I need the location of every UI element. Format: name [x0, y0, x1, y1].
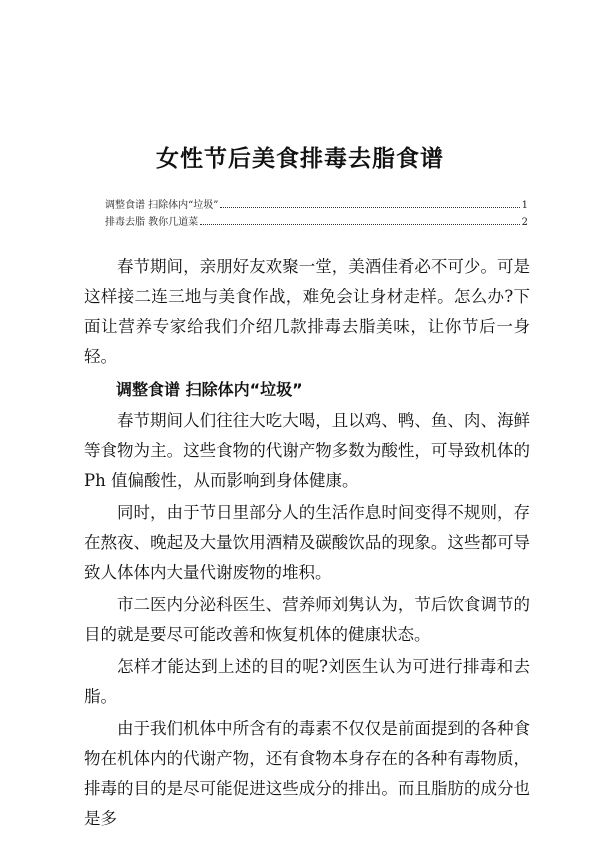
- toc-leader-dots: [200, 216, 519, 225]
- body-paragraph: 市二医内分泌科医生、营养师刘隽认为，节后饮食调节的目的就是要尽可能改善和恢复机体的健康状态。: [84, 595, 530, 644]
- toc-entry-label: 排毒去脂 教你几道菜: [105, 217, 199, 228]
- toc-entry-page: 2: [521, 217, 528, 228]
- body-paragraph: 怎样才能达到上述的目的呢?刘医生认为可进行排毒和去脂。: [84, 657, 530, 706]
- body-paragraph: 同时，由于节日里部分人的生活作息时间变得不规则，存在熬夜、晚起及大量饮用酒精及碳酸饮品的现象。这些都可导致人体体内大量代谢废物的堆积。: [84, 503, 530, 582]
- body-paragraph: 由于我们机体中所含有的毒素不仅仅是前面提到的各种食物在机体内的代谢产物，还有食物本身存在的各种有毒物质，排毒的目的是尽可能促进这些成分的排出。而且脂肪的成分也是多: [84, 719, 530, 828]
- toc-entry-page: 1: [521, 200, 528, 211]
- document-body: [84, 252, 530, 836]
- document-title: 女性节后美食排毒去脂食谱: [156, 146, 444, 172]
- toc-leader-dots: [220, 199, 519, 208]
- toc-entry[interactable]: [105, 196, 528, 213]
- intro-paragraph: 春节期间，亲朋好友欢聚一堂，美酒佳肴必不可少。可是这样接二连三地与美食作战，难免会让身材走样。怎么办?下面让营养专家给我们介绍几款排毒去脂美味，让你节后一身轻。: [84, 257, 530, 366]
- toc-entry[interactable]: [105, 213, 528, 230]
- table-of-contents: [105, 196, 528, 230]
- toc-entry-label: 调整食谱 扫除体内“垃圾”: [105, 200, 219, 211]
- section-heading: 调整食谱 扫除体内“垃圾”: [116, 380, 303, 399]
- body-paragraph: 春节期间人们往往大吃大喝，且以鸡、鸭、鱼、肉、海鲜等食物为主。这些食物的代谢产物多数为酸性，可导致机体的 Ph 值偏酸性，从而影响到身体健康。: [84, 411, 530, 490]
